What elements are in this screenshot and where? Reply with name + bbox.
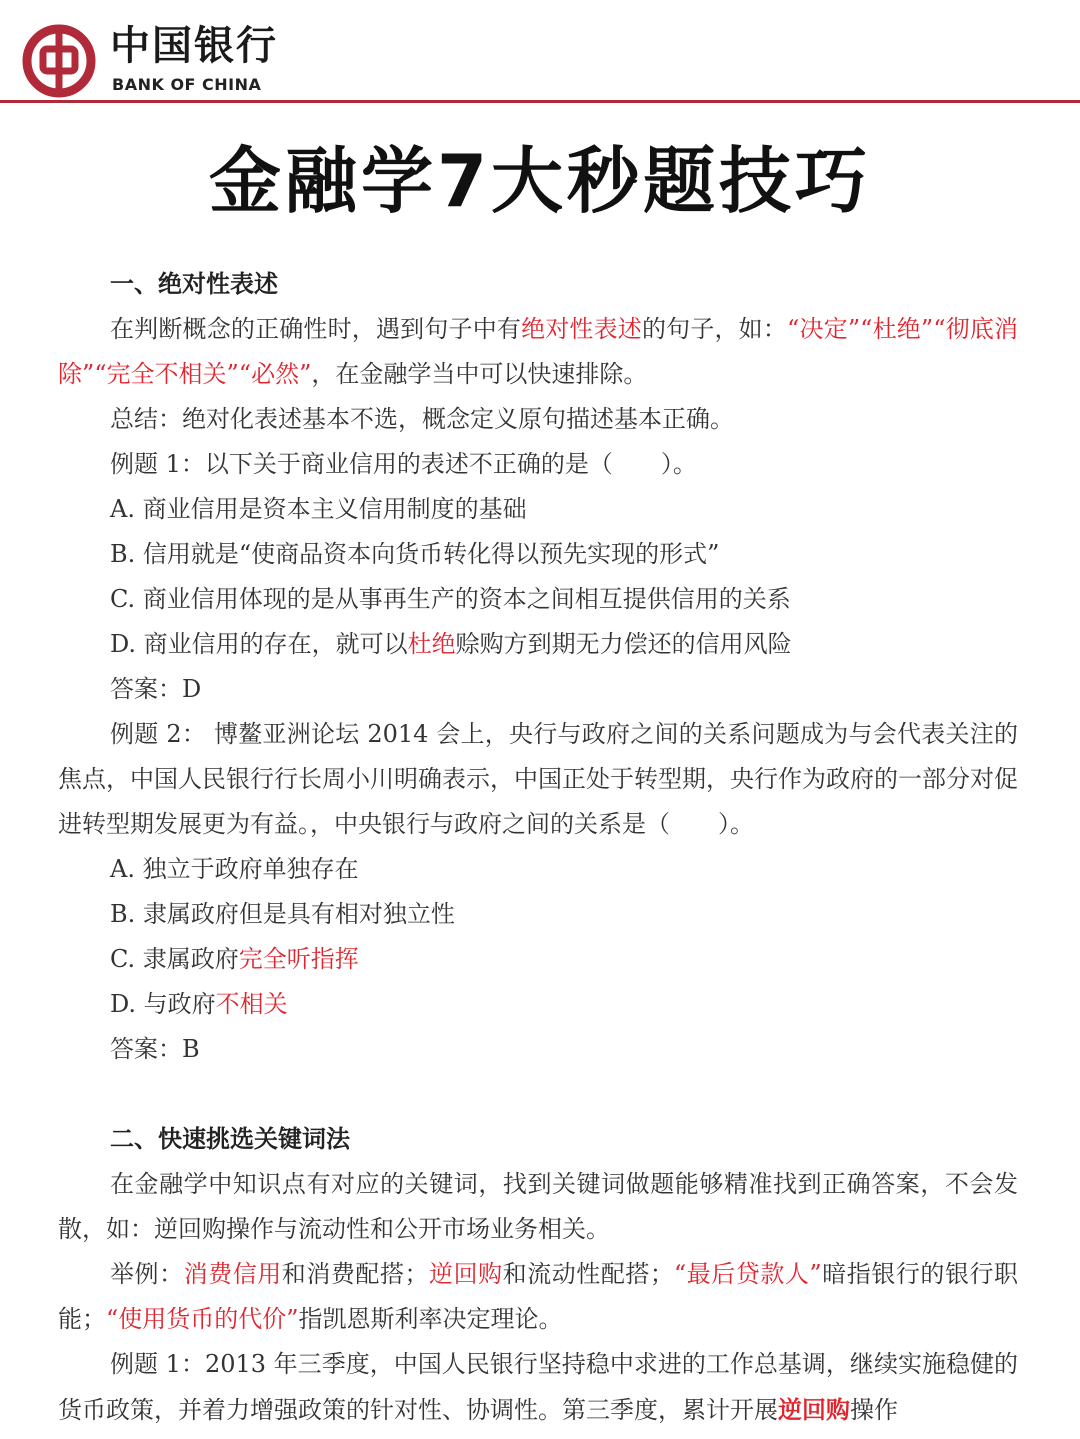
section2-intro: 在金融学中知识点有对应的关键词，找到关键词做题能够精准找到正确答案，不会发散，如：逆回购操作与流动性和公开市场业务相关。 bbox=[58, 1170, 1018, 1243]
section2-ex1 bbox=[58, 1342, 1018, 1433]
keyword-highlight: 消费信用 bbox=[183, 1260, 282, 1288]
intro-text: 的句子，如： bbox=[641, 315, 788, 343]
ex1-option-d bbox=[58, 622, 1018, 667]
intro-highlight: 绝对性表述 bbox=[521, 315, 642, 343]
ex2-option-c bbox=[58, 937, 1018, 982]
keyword-highlight: 逆回购 bbox=[428, 1260, 503, 1288]
option-highlight: 完全听指挥 bbox=[238, 945, 359, 973]
ex1-question: 例题 1：以下关于商业信用的表述不正确的是（ ）。 bbox=[110, 450, 697, 478]
example-text: 和消费配搭； bbox=[281, 1260, 429, 1288]
keyword-highlight: “使用货币的代价” bbox=[106, 1305, 299, 1333]
ex2-option-d bbox=[58, 982, 1018, 1027]
option-text: D. 与政府 bbox=[110, 990, 216, 1018]
ex2-option-a: A. 独立于政府单独存在 bbox=[110, 855, 359, 883]
section1-summary: 总结：绝对化表述基本不选，概念定义原句描述基本正确。 bbox=[110, 405, 734, 433]
section2-heading: 二、快速挑选关键词法 bbox=[110, 1125, 350, 1153]
keyword-highlight: 逆回购 bbox=[778, 1395, 850, 1424]
ex1-answer: 答案：D bbox=[110, 675, 202, 703]
example-text: 暗指银行的银行职能； bbox=[58, 1260, 1019, 1333]
intro-text: ，在金融学当中可以快速排除。 bbox=[311, 360, 648, 388]
intro-highlight-examples: “决定”“杜绝”“彻底消除”“完全不相关”“必然” bbox=[58, 315, 1019, 388]
example-text: 例题 1：2013 年三季度，中国人民银行坚持稳中求进的工作总基调，继续实施稳健的货币政策，并着力增强政策的针对性、协调性。第三季度，累计开展 bbox=[58, 1350, 1018, 1424]
ex1-option-a: A. 商业信用是资本主义信用制度的基础 bbox=[110, 495, 527, 523]
option-highlight: 不相关 bbox=[215, 990, 288, 1018]
option-text: D. 商业信用的存在，就可以 bbox=[110, 630, 408, 658]
keyword-highlight: “最后贷款人” bbox=[673, 1260, 822, 1288]
brand-name-chinese: 中国银行 bbox=[110, 22, 278, 69]
ex2-answer: 答案：B bbox=[110, 1035, 200, 1063]
header bbox=[0, 0, 1080, 106]
option-highlight: 杜绝 bbox=[407, 630, 456, 658]
option-text: C. 隶属政府 bbox=[110, 945, 239, 973]
article-body bbox=[58, 262, 1018, 1433]
brand-name-english: BANK OF CHINA bbox=[112, 75, 262, 94]
bank-of-china-logo-icon bbox=[22, 24, 96, 98]
ex1-option-c: C. 商业信用体现的是从事再生产的资本之间相互提供信用的关系 bbox=[110, 585, 791, 613]
section2-example bbox=[58, 1252, 1018, 1342]
example-text: 和流动性配搭； bbox=[502, 1260, 674, 1288]
example-text: 举例： bbox=[110, 1260, 184, 1288]
header-divider bbox=[0, 100, 1080, 103]
section1-heading: 一、绝对性表述 bbox=[110, 270, 278, 298]
ex1-option-b: B. 信用就是“使商品资本向货币转化得以预先实现的形式” bbox=[110, 540, 720, 568]
intro-text: 在判断概念的正确性时，遇到句子中有 bbox=[110, 315, 522, 343]
page-title: 金融学7大秒题技巧 bbox=[208, 139, 872, 223]
option-text: 赊购方到期无力偿还的信用风险 bbox=[455, 630, 792, 658]
example-text: 操作 bbox=[850, 1396, 898, 1424]
example-text: 指凯恩斯利率决定理论。 bbox=[298, 1305, 563, 1333]
ex2-question: 例题 2： 博鳌亚洲论坛 2014 会上，央行与政府之间的关系问题成为与会代表关注的焦点，中国人民银行行长周小川明确表示，中国正处于转型期，央行作为政府的一部分对促进转型期发展更为有益。，中央银行与政府之间的关系是（ ）。 bbox=[58, 720, 1018, 838]
section1-intro bbox=[58, 307, 1018, 397]
ex2-option-b: B. 隶属政府但是具有相对独立性 bbox=[110, 900, 455, 928]
section-spacer bbox=[58, 1072, 1018, 1117]
